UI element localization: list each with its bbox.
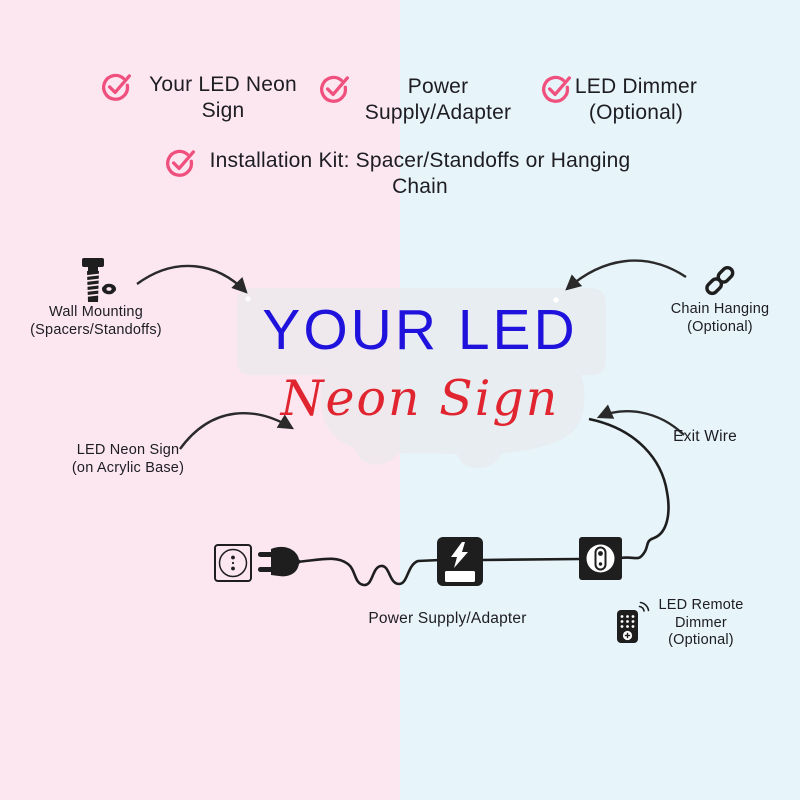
power-adapter-icon [437, 537, 483, 586]
arrow-chain-hanging [567, 261, 686, 289]
checklist-item-line: Power [407, 75, 469, 98]
adapter-to-dimmer-wire [482, 559, 580, 560]
label-line: (on Acrylic Base) [71, 459, 185, 476]
label-led-neon-sign [38, 442, 218, 477]
check-icon [104, 75, 130, 99]
wall-outlet-icon [215, 545, 251, 581]
label-line: LED Neon Sign [76, 442, 180, 458]
chain-link-icon [705, 266, 735, 296]
label-line: (Spacers/Standoffs) [30, 321, 162, 338]
label-wall-mounting [8, 304, 184, 339]
power-cord-wire [296, 559, 440, 585]
checklist-item-neon-sign [140, 72, 306, 124]
checklist-item-installation-kit [190, 148, 650, 200]
checklist-item-led-dimmer [560, 74, 712, 126]
power-plug-icon [258, 547, 301, 576]
check-icon [322, 77, 348, 101]
checklist-item-line: Installation Kit: Spacer/Standoffs or Hanging [209, 149, 631, 172]
checklist-item-line: (Optional) [588, 101, 684, 124]
label-line: Dimmer [675, 614, 727, 631]
sign-text-neon-sign: Neon Sign [280, 370, 560, 427]
label-power-supply-adapter: Power Supply/Adapter [368, 610, 527, 627]
label-line: Chain Hanging [670, 301, 770, 317]
label-line: (Optional) [687, 318, 753, 335]
label-chain-hanging [642, 301, 798, 336]
label-line: LED Remote [658, 597, 744, 613]
checklist-item-line: Your LED Neon [149, 73, 297, 96]
label-exit-wire: Exit Wire [673, 428, 737, 445]
label-led-remote-dimmer [640, 597, 762, 650]
screw-icon [82, 258, 116, 302]
checklist-item-line: Supply/Adapter [364, 101, 512, 124]
inline-dimmer-icon [579, 537, 622, 580]
checklist-item-power-supply [353, 74, 523, 126]
arrow-wall-mounting [137, 266, 246, 292]
checklist-item-line: LED Dimmer [574, 75, 698, 98]
checklist-item-line: Sign [201, 99, 245, 122]
sign-text-your-led: YOUR LED [262, 298, 578, 362]
label-line: Wall Mounting [49, 304, 143, 320]
label-line: (Optional) [668, 632, 734, 648]
checklist-item-line: Chain [392, 175, 448, 198]
